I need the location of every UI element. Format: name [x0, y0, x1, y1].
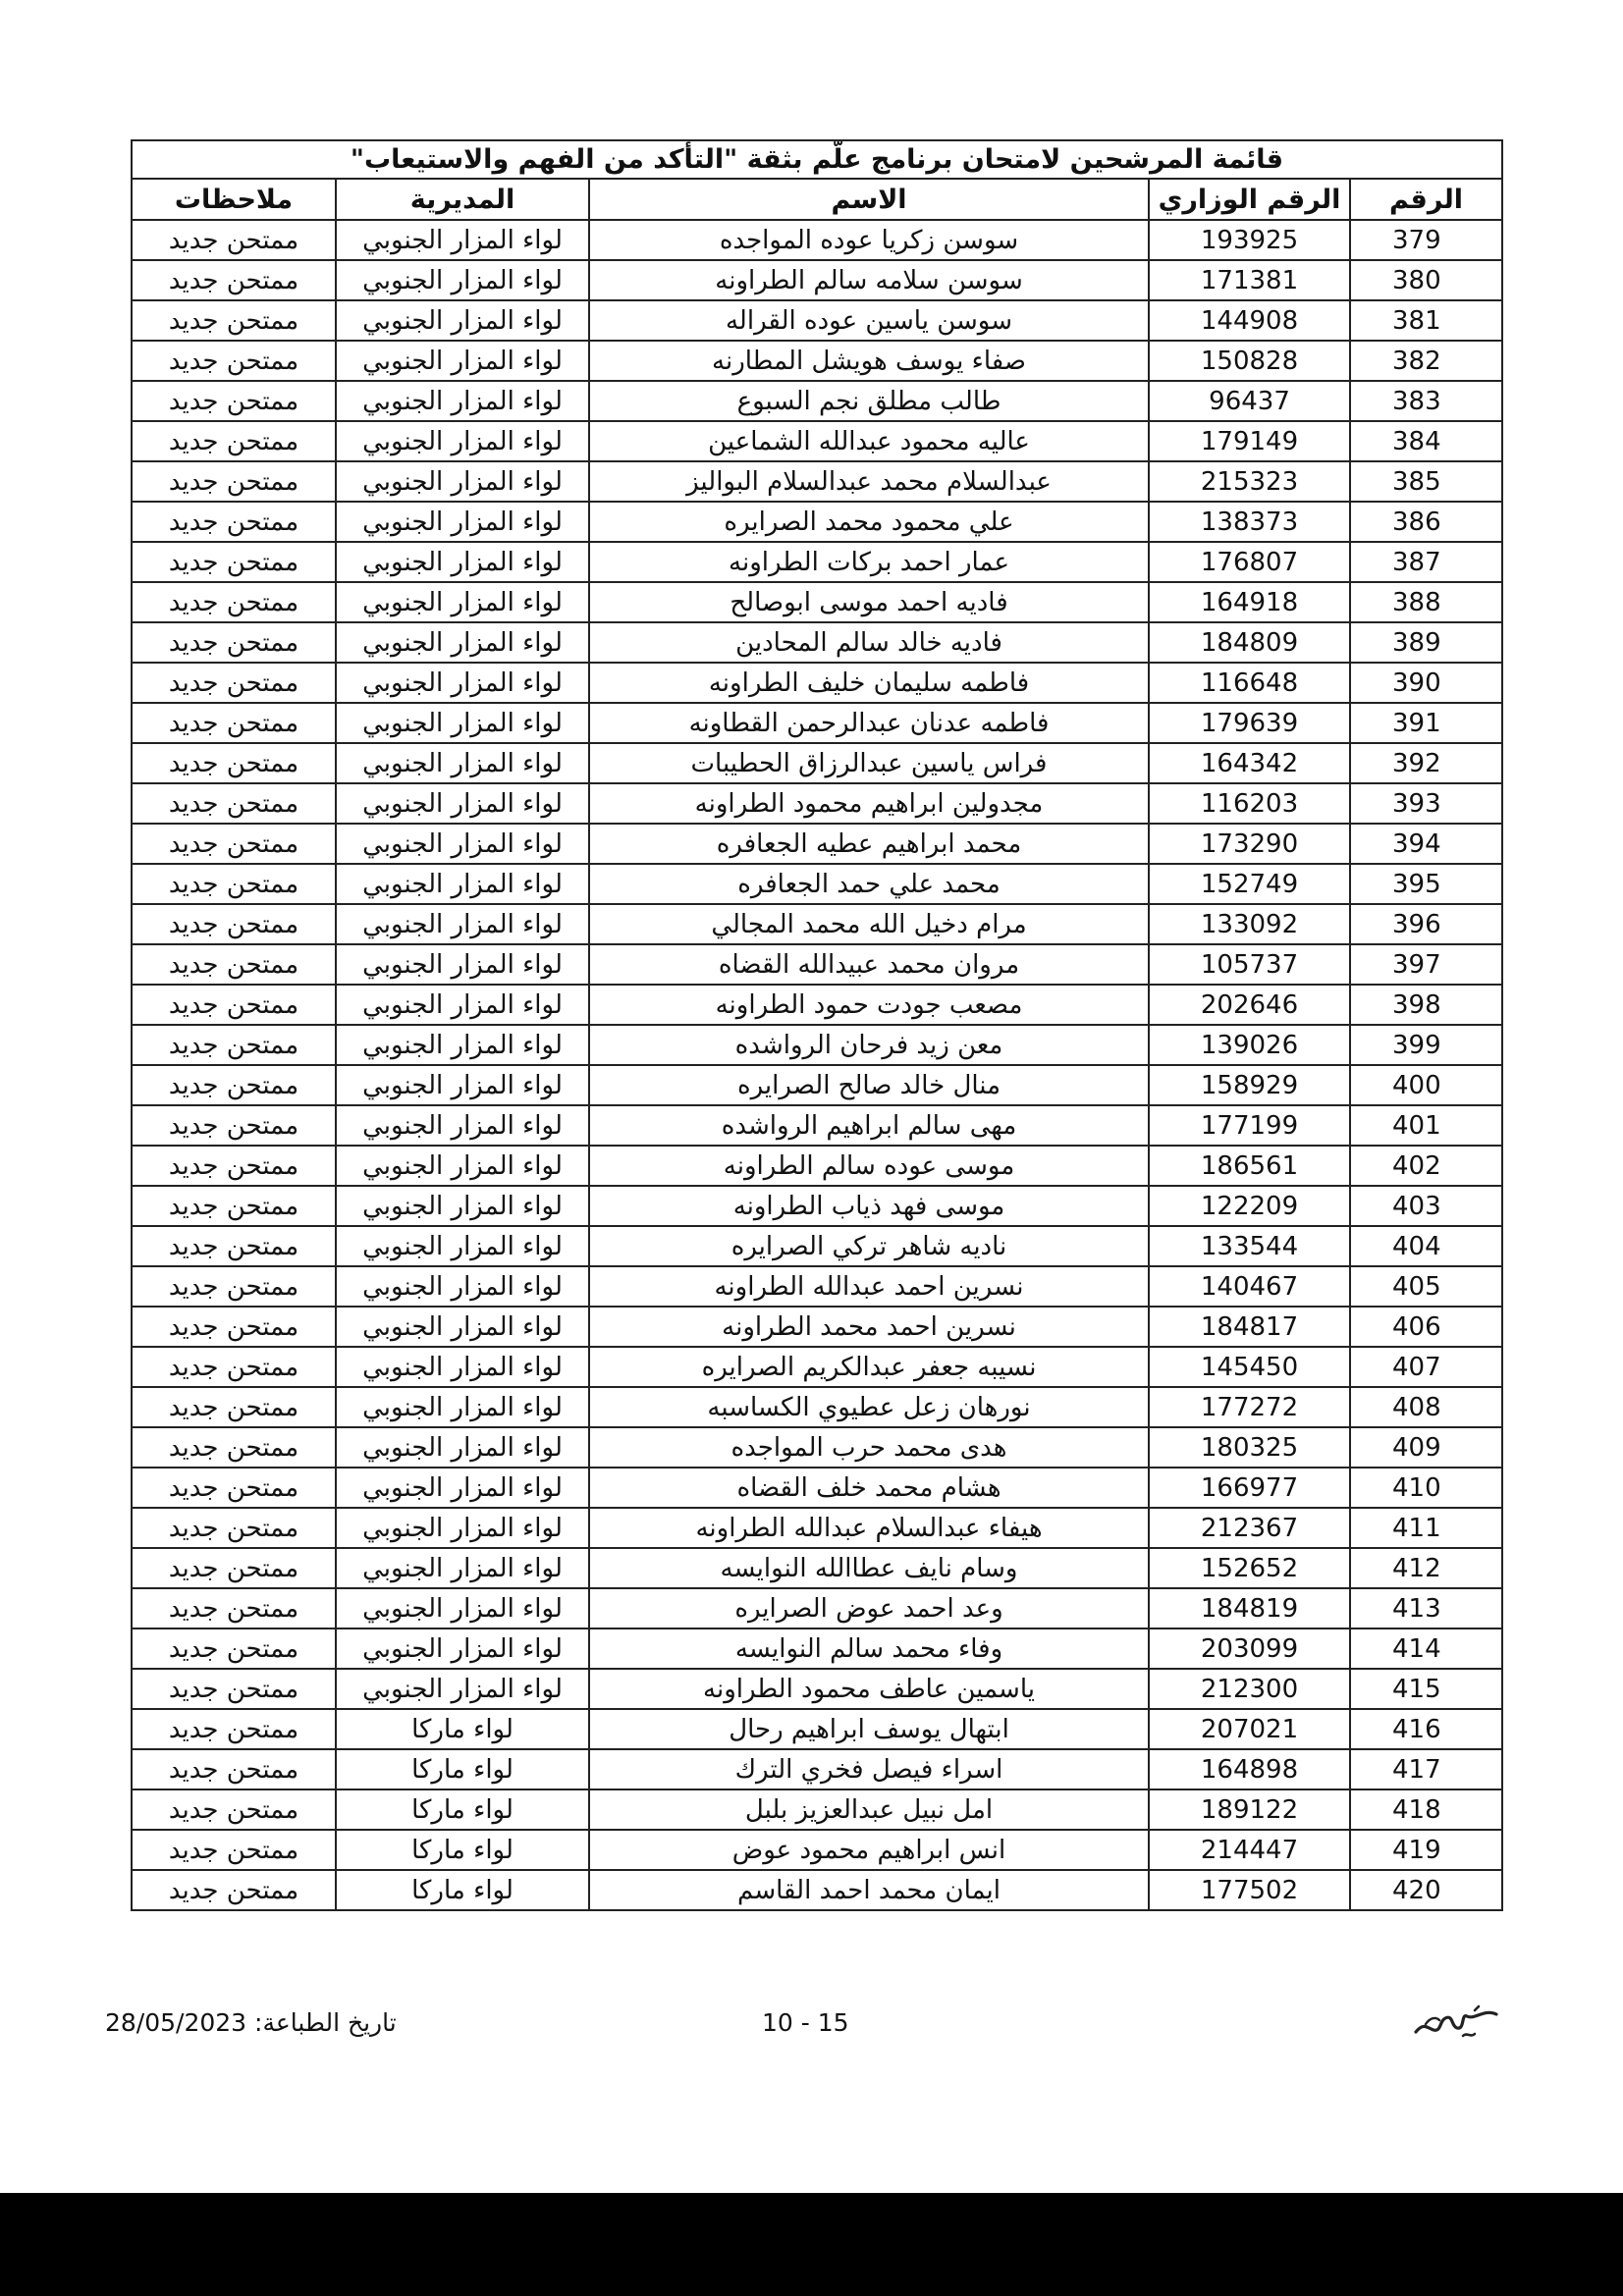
ministry-id-cell: 140467: [1149, 1266, 1350, 1307]
directorate-cell: لواء المزار الجنوبي: [336, 1387, 589, 1427]
note-cell: ممتحن جديد: [132, 663, 336, 703]
row-number-cell: 387: [1350, 542, 1502, 582]
note-cell: ممتحن جديد: [132, 1548, 336, 1588]
table-row: [132, 1347, 1502, 1387]
ministry-id-cell: 212300: [1149, 1669, 1350, 1709]
table-row: [132, 502, 1502, 542]
table-row: [132, 944, 1502, 985]
directorate-cell: لواء المزار الجنوبي: [336, 300, 589, 341]
candidate-name-cell: اسراء فيصل فخري الترك: [589, 1749, 1149, 1789]
row-number-cell: 389: [1350, 622, 1502, 663]
table-row: [132, 1468, 1502, 1508]
directorate-cell: لواء المزار الجنوبي: [336, 824, 589, 864]
row-number-cell: 392: [1350, 743, 1502, 783]
directorate-cell: لواء المزار الجنوبي: [336, 582, 589, 622]
note-cell: ممتحن جديد: [132, 1709, 336, 1749]
directorate-cell: لواء المزار الجنوبي: [336, 783, 589, 824]
row-number-cell: 396: [1350, 904, 1502, 944]
table-row: [132, 1830, 1502, 1870]
candidate-name-cell: سوسن سلامه سالم الطراونه: [589, 260, 1149, 300]
directorate-cell: لواء المزار الجنوبي: [336, 220, 589, 260]
ministry-id-cell: 166977: [1149, 1468, 1350, 1508]
candidate-name-cell: وعد احمد عوض الصرايره: [589, 1588, 1149, 1629]
candidate-name-cell: طالب مطلق نجم السبوع: [589, 381, 1149, 421]
row-number-cell: 411: [1350, 1508, 1502, 1548]
row-number-cell: 405: [1350, 1266, 1502, 1307]
ministry-id-cell: 138373: [1149, 502, 1350, 542]
row-number-cell: 399: [1350, 1025, 1502, 1065]
directorate-cell: لواء ماركا: [336, 1709, 589, 1749]
row-number-cell: 415: [1350, 1669, 1502, 1709]
table-row: [132, 582, 1502, 622]
candidate-name-cell: سوسن زكريا عوده المواجده: [589, 220, 1149, 260]
row-number-cell: 398: [1350, 985, 1502, 1025]
row-number-cell: 413: [1350, 1588, 1502, 1629]
directorate-cell: لواء المزار الجنوبي: [336, 502, 589, 542]
note-cell: ممتحن جديد: [132, 1025, 336, 1065]
row-number-cell: 400: [1350, 1065, 1502, 1105]
note-cell: ممتحن جديد: [132, 1186, 336, 1226]
directorate-cell: لواء المزار الجنوبي: [336, 743, 589, 783]
ministry-id-cell: 184819: [1149, 1588, 1350, 1629]
ministry-id-cell: 152749: [1149, 864, 1350, 904]
candidate-name-cell: مهى سالم ابراهيم الرواشده: [589, 1105, 1149, 1146]
candidate-name-cell: سوسن ياسين عوده القراله: [589, 300, 1149, 341]
directorate-cell: لواء المزار الجنوبي: [336, 1186, 589, 1226]
table-row: [132, 1025, 1502, 1065]
candidate-name-cell: نورهان زعل عطيوي الكساسبه: [589, 1387, 1149, 1427]
table-row: [132, 743, 1502, 783]
row-number-cell: 407: [1350, 1347, 1502, 1387]
note-cell: ممتحن جديد: [132, 622, 336, 663]
note-cell: ممتحن جديد: [132, 542, 336, 582]
note-cell: ممتحن جديد: [132, 1347, 336, 1387]
note-cell: ممتحن جديد: [132, 461, 336, 502]
row-number-cell: 384: [1350, 421, 1502, 461]
note-cell: ممتحن جديد: [132, 1146, 336, 1186]
note-cell: ممتحن جديد: [132, 1427, 336, 1468]
table-row: [132, 1266, 1502, 1307]
scan-border: [0, 2193, 1623, 2296]
candidate-name-cell: ياسمين عاطف محمود الطراونه: [589, 1669, 1149, 1709]
candidate-name-cell: صفاء يوسف هويشل المطارنه: [589, 341, 1149, 381]
directorate-cell: لواء المزار الجنوبي: [336, 1347, 589, 1387]
candidate-name-cell: وسام نايف عطاالله النوايسه: [589, 1548, 1149, 1588]
print-date: تاريخ الطباعة: 28/05/2023: [105, 2008, 397, 2037]
candidate-name-cell: عاليه محمود عبدالله الشماعين: [589, 421, 1149, 461]
row-number-cell: 385: [1350, 461, 1502, 502]
row-number-cell: 393: [1350, 783, 1502, 824]
row-number-cell: 404: [1350, 1226, 1502, 1266]
candidate-name-cell: مجدولين ابراهيم محمود الطراونه: [589, 783, 1149, 824]
candidate-name-cell: علي محمود محمد الصرايره: [589, 502, 1149, 542]
header-row: [132, 179, 1502, 220]
ministry-id-cell: 176807: [1149, 542, 1350, 582]
candidate-name-cell: محمد علي حمد الجعافره: [589, 864, 1149, 904]
table-row: [132, 1709, 1502, 1749]
ministry-id-cell: 152652: [1149, 1548, 1350, 1588]
candidate-name-cell: معن زيد فرحان الرواشده: [589, 1025, 1149, 1065]
ministry-id-cell: 96437: [1149, 381, 1350, 421]
row-number-cell: 388: [1350, 582, 1502, 622]
candidate-name-cell: فاديه خالد سالم المحادين: [589, 622, 1149, 663]
table-row: [132, 1870, 1502, 1910]
ministry-id-cell: 164918: [1149, 582, 1350, 622]
table-row: [132, 824, 1502, 864]
row-number-cell: 382: [1350, 341, 1502, 381]
ministry-id-cell: 184817: [1149, 1307, 1350, 1347]
ministry-id-cell: 158929: [1149, 1065, 1350, 1105]
table-row: [132, 622, 1502, 663]
ministry-id-cell: 177272: [1149, 1387, 1350, 1427]
directorate-cell: لواء المزار الجنوبي: [336, 1427, 589, 1468]
ministry-id-cell: 177502: [1149, 1870, 1350, 1910]
candidate-name-cell: ابتهال يوسف ابراهيم رحال: [589, 1709, 1149, 1749]
ministry-id-cell: 215323: [1149, 461, 1350, 502]
note-cell: ممتحن جديد: [132, 864, 336, 904]
directorate-cell: لواء ماركا: [336, 1749, 589, 1789]
directorate-cell: لواء المزار الجنوبي: [336, 341, 589, 381]
candidate-name-cell: هيفاء عبدالسلام عبدالله الطراونه: [589, 1508, 1149, 1548]
table-row: [132, 1186, 1502, 1226]
table-row: [132, 985, 1502, 1025]
column-header-directorate: المديرية: [336, 179, 589, 220]
table-row: [132, 1789, 1502, 1830]
row-number-cell: 380: [1350, 260, 1502, 300]
ministry-id-cell: 180325: [1149, 1427, 1350, 1468]
directorate-cell: لواء المزار الجنوبي: [336, 944, 589, 985]
table-row: [132, 1387, 1502, 1427]
directorate-cell: لواء المزار الجنوبي: [336, 1025, 589, 1065]
table-row: [132, 1146, 1502, 1186]
ministry-id-cell: 177199: [1149, 1105, 1350, 1146]
table-row: [132, 1105, 1502, 1146]
table-row: [132, 703, 1502, 743]
note-cell: ممتحن جديد: [132, 220, 336, 260]
note-cell: ممتحن جديد: [132, 502, 336, 542]
ministry-id-cell: 150828: [1149, 341, 1350, 381]
note-cell: ممتحن جديد: [132, 944, 336, 985]
ministry-id-cell: 139026: [1149, 1025, 1350, 1065]
candidate-name-cell: ايمان محمد احمد القاسم: [589, 1870, 1149, 1910]
ministry-id-cell: 203099: [1149, 1629, 1350, 1669]
note-cell: ممتحن جديد: [132, 1870, 336, 1910]
ministry-id-cell: 189122: [1149, 1789, 1350, 1830]
note-cell: ممتحن جديد: [132, 985, 336, 1025]
row-number-cell: 390: [1350, 663, 1502, 703]
table-row: [132, 1629, 1502, 1669]
directorate-cell: لواء المزار الجنوبي: [336, 461, 589, 502]
column-header-name: الاسم: [589, 179, 1149, 220]
candidates-table: [131, 139, 1503, 1911]
directorate-cell: لواء المزار الجنوبي: [336, 1508, 589, 1548]
column-header-notes: ملاحظات: [132, 179, 336, 220]
table-row: [132, 1226, 1502, 1266]
note-cell: ممتحن جديد: [132, 1105, 336, 1146]
note-cell: ممتحن جديد: [132, 1629, 336, 1669]
row-number-cell: 408: [1350, 1387, 1502, 1427]
directorate-cell: لواء المزار الجنوبي: [336, 622, 589, 663]
table-row: [132, 663, 1502, 703]
directorate-cell: لواء المزار الجنوبي: [336, 904, 589, 944]
ministry-id-cell: 133544: [1149, 1226, 1350, 1266]
ministry-id-cell: 184809: [1149, 622, 1350, 663]
table-row: [132, 1548, 1502, 1588]
row-number-cell: 379: [1350, 220, 1502, 260]
row-number-cell: 410: [1350, 1468, 1502, 1508]
candidate-name-cell: نسيبه جعفر عبدالكريم الصرايره: [589, 1347, 1149, 1387]
directorate-cell: لواء المزار الجنوبي: [336, 985, 589, 1025]
candidate-name-cell: امل نبيل عبدالعزيز بلبل: [589, 1789, 1149, 1830]
candidate-name-cell: عمار احمد بركات الطراونه: [589, 542, 1149, 582]
ministry-id-cell: 133092: [1149, 904, 1350, 944]
row-number-cell: 401: [1350, 1105, 1502, 1146]
table-row: [132, 1307, 1502, 1347]
table-row: [132, 260, 1502, 300]
table-row: [132, 1065, 1502, 1105]
candidate-name-cell: فاديه احمد موسى ابوصالح: [589, 582, 1149, 622]
candidate-name-cell: انس ابراهيم محمود عوض: [589, 1830, 1149, 1870]
ministry-id-cell: 186561: [1149, 1146, 1350, 1186]
row-number-cell: 406: [1350, 1307, 1502, 1347]
table-row: [132, 783, 1502, 824]
candidate-name-cell: منال خالد صالح الصرايره: [589, 1065, 1149, 1105]
ministry-id-cell: 202646: [1149, 985, 1350, 1025]
ministry-id-cell: 105737: [1149, 944, 1350, 985]
note-cell: ممتحن جديد: [132, 1307, 336, 1347]
directorate-cell: لواء المزار الجنوبي: [336, 1588, 589, 1629]
table-row: [132, 904, 1502, 944]
directorate-cell: لواء المزار الجنوبي: [336, 663, 589, 703]
ministry-id-cell: 207021: [1149, 1709, 1350, 1749]
note-cell: ممتحن جديد: [132, 1830, 336, 1870]
candidate-name-cell: نسرين احمد عبدالله الطراونه: [589, 1266, 1149, 1307]
note-cell: ممتحن جديد: [132, 1226, 336, 1266]
page-range: 10 - 15: [762, 2008, 849, 2037]
directorate-cell: لواء المزار الجنوبي: [336, 542, 589, 582]
table-row: [132, 1427, 1502, 1468]
ministry-id-cell: 173290: [1149, 824, 1350, 864]
directorate-cell: لواء ماركا: [336, 1870, 589, 1910]
ministry-id-cell: 214447: [1149, 1830, 1350, 1870]
candidate-name-cell: موسى فهد ذياب الطراونه: [589, 1186, 1149, 1226]
directorate-cell: لواء المزار الجنوبي: [336, 1629, 589, 1669]
candidate-name-cell: مرام دخيل الله محمد المجالي: [589, 904, 1149, 944]
note-cell: ممتحن جديد: [132, 421, 336, 461]
note-cell: ممتحن جديد: [132, 1065, 336, 1105]
row-number-cell: 418: [1350, 1789, 1502, 1830]
directorate-cell: لواء المزار الجنوبي: [336, 1669, 589, 1709]
row-number-cell: 403: [1350, 1186, 1502, 1226]
row-number-cell: 417: [1350, 1749, 1502, 1789]
note-cell: ممتحن جديد: [132, 743, 336, 783]
row-number-cell: 397: [1350, 944, 1502, 985]
table-row: [132, 381, 1502, 421]
note-cell: ممتحن جديد: [132, 1588, 336, 1629]
candidate-name-cell: عبدالسلام محمد عبدالسلام البواليز: [589, 461, 1149, 502]
candidate-name-cell: فاطمه سليمان خليف الطراونه: [589, 663, 1149, 703]
row-number-cell: 419: [1350, 1830, 1502, 1870]
note-cell: ممتحن جديد: [132, 260, 336, 300]
ministry-id-cell: 116203: [1149, 783, 1350, 824]
ministry-id-cell: 179149: [1149, 421, 1350, 461]
candidate-name-cell: فراس ياسين عبدالرزاق الحطيبات: [589, 743, 1149, 783]
note-cell: ممتحن جديد: [132, 783, 336, 824]
note-cell: ممتحن جديد: [132, 300, 336, 341]
directorate-cell: لواء المزار الجنوبي: [336, 1065, 589, 1105]
ministry-id-cell: 193925: [1149, 220, 1350, 260]
directorate-cell: لواء المزار الجنوبي: [336, 1468, 589, 1508]
directorate-cell: لواء ماركا: [336, 1789, 589, 1830]
directorate-cell: لواء المزار الجنوبي: [336, 1266, 589, 1307]
candidate-name-cell: مصعب جودت حمود الطراونه: [589, 985, 1149, 1025]
note-cell: ممتحن جديد: [132, 1749, 336, 1789]
note-cell: ممتحن جديد: [132, 381, 336, 421]
note-cell: ممتحن جديد: [132, 1789, 336, 1830]
row-number-cell: 414: [1350, 1629, 1502, 1669]
row-number-cell: 394: [1350, 824, 1502, 864]
note-cell: ممتحن جديد: [132, 582, 336, 622]
note-cell: ممتحن جديد: [132, 1669, 336, 1709]
row-number-cell: 409: [1350, 1427, 1502, 1468]
row-number-cell: 416: [1350, 1709, 1502, 1749]
row-number-cell: 381: [1350, 300, 1502, 341]
candidate-name-cell: ناديه شاهر تركي الصرايره: [589, 1226, 1149, 1266]
row-number-cell: 395: [1350, 864, 1502, 904]
signature-icon: [1406, 2002, 1504, 2050]
ministry-id-cell: 164342: [1149, 743, 1350, 783]
ministry-id-cell: 212367: [1149, 1508, 1350, 1548]
row-number-cell: 420: [1350, 1870, 1502, 1910]
table-row: [132, 341, 1502, 381]
candidate-name-cell: موسى عوده سالم الطراونه: [589, 1146, 1149, 1186]
directorate-cell: لواء المزار الجنوبي: [336, 381, 589, 421]
row-number-cell: 383: [1350, 381, 1502, 421]
table-row: [132, 461, 1502, 502]
ministry-id-cell: 164898: [1149, 1749, 1350, 1789]
column-header-ministry-id: الرقم الوزاري: [1149, 179, 1350, 220]
note-cell: ممتحن جديد: [132, 703, 336, 743]
table-row: [132, 220, 1502, 260]
directorate-cell: لواء المزار الجنوبي: [336, 260, 589, 300]
table-row: [132, 1508, 1502, 1548]
note-cell: ممتحن جديد: [132, 1468, 336, 1508]
directorate-cell: لواء ماركا: [336, 1830, 589, 1870]
ministry-id-cell: 171381: [1149, 260, 1350, 300]
candidate-name-cell: مروان محمد عبيدالله القضاه: [589, 944, 1149, 985]
note-cell: ممتحن جديد: [132, 1266, 336, 1307]
directorate-cell: لواء المزار الجنوبي: [336, 1105, 589, 1146]
candidate-name-cell: فاطمه عدنان عبدالرحمن القطاونه: [589, 703, 1149, 743]
directorate-cell: لواء المزار الجنوبي: [336, 703, 589, 743]
directorate-cell: لواء المزار الجنوبي: [336, 1146, 589, 1186]
table-title: قائمة المرشحين لامتحان برنامج علّم بثقة "التأكد من الفهم والاستيعاب": [132, 140, 1502, 179]
note-cell: ممتحن جديد: [132, 341, 336, 381]
directorate-cell: لواء المزار الجنوبي: [336, 421, 589, 461]
note-cell: ممتحن جديد: [132, 904, 336, 944]
note-cell: ممتحن جديد: [132, 1387, 336, 1427]
candidate-name-cell: هدى محمد حرب المواجده: [589, 1427, 1149, 1468]
table-row: [132, 421, 1502, 461]
ministry-id-cell: 122209: [1149, 1186, 1350, 1226]
row-number-cell: 412: [1350, 1548, 1502, 1588]
table-row: [132, 1749, 1502, 1789]
row-number-cell: 386: [1350, 502, 1502, 542]
ministry-id-cell: 145450: [1149, 1347, 1350, 1387]
table-row: [132, 300, 1502, 341]
directorate-cell: لواء المزار الجنوبي: [336, 1226, 589, 1266]
row-number-cell: 402: [1350, 1146, 1502, 1186]
candidate-name-cell: هشام محمد خلف القضاه: [589, 1468, 1149, 1508]
note-cell: ممتحن جديد: [132, 1508, 336, 1548]
ministry-id-cell: 116648: [1149, 663, 1350, 703]
candidate-name-cell: وفاء محمد سالم النوايسه: [589, 1629, 1149, 1669]
ministry-id-cell: 179639: [1149, 703, 1350, 743]
directorate-cell: لواء المزار الجنوبي: [336, 864, 589, 904]
table-row: [132, 1588, 1502, 1629]
directorate-cell: لواء المزار الجنوبي: [336, 1307, 589, 1347]
table-row: [132, 1669, 1502, 1709]
candidate-name-cell: نسرين احمد محمد الطراونه: [589, 1307, 1149, 1347]
row-number-cell: 391: [1350, 703, 1502, 743]
table-row: [132, 864, 1502, 904]
table-row: [132, 542, 1502, 582]
directorate-cell: لواء المزار الجنوبي: [336, 1548, 589, 1588]
ministry-id-cell: 144908: [1149, 300, 1350, 341]
column-header-number: الرقم: [1350, 179, 1502, 220]
candidate-name-cell: محمد ابراهيم عطيه الجعافره: [589, 824, 1149, 864]
note-cell: ممتحن جديد: [132, 824, 336, 864]
